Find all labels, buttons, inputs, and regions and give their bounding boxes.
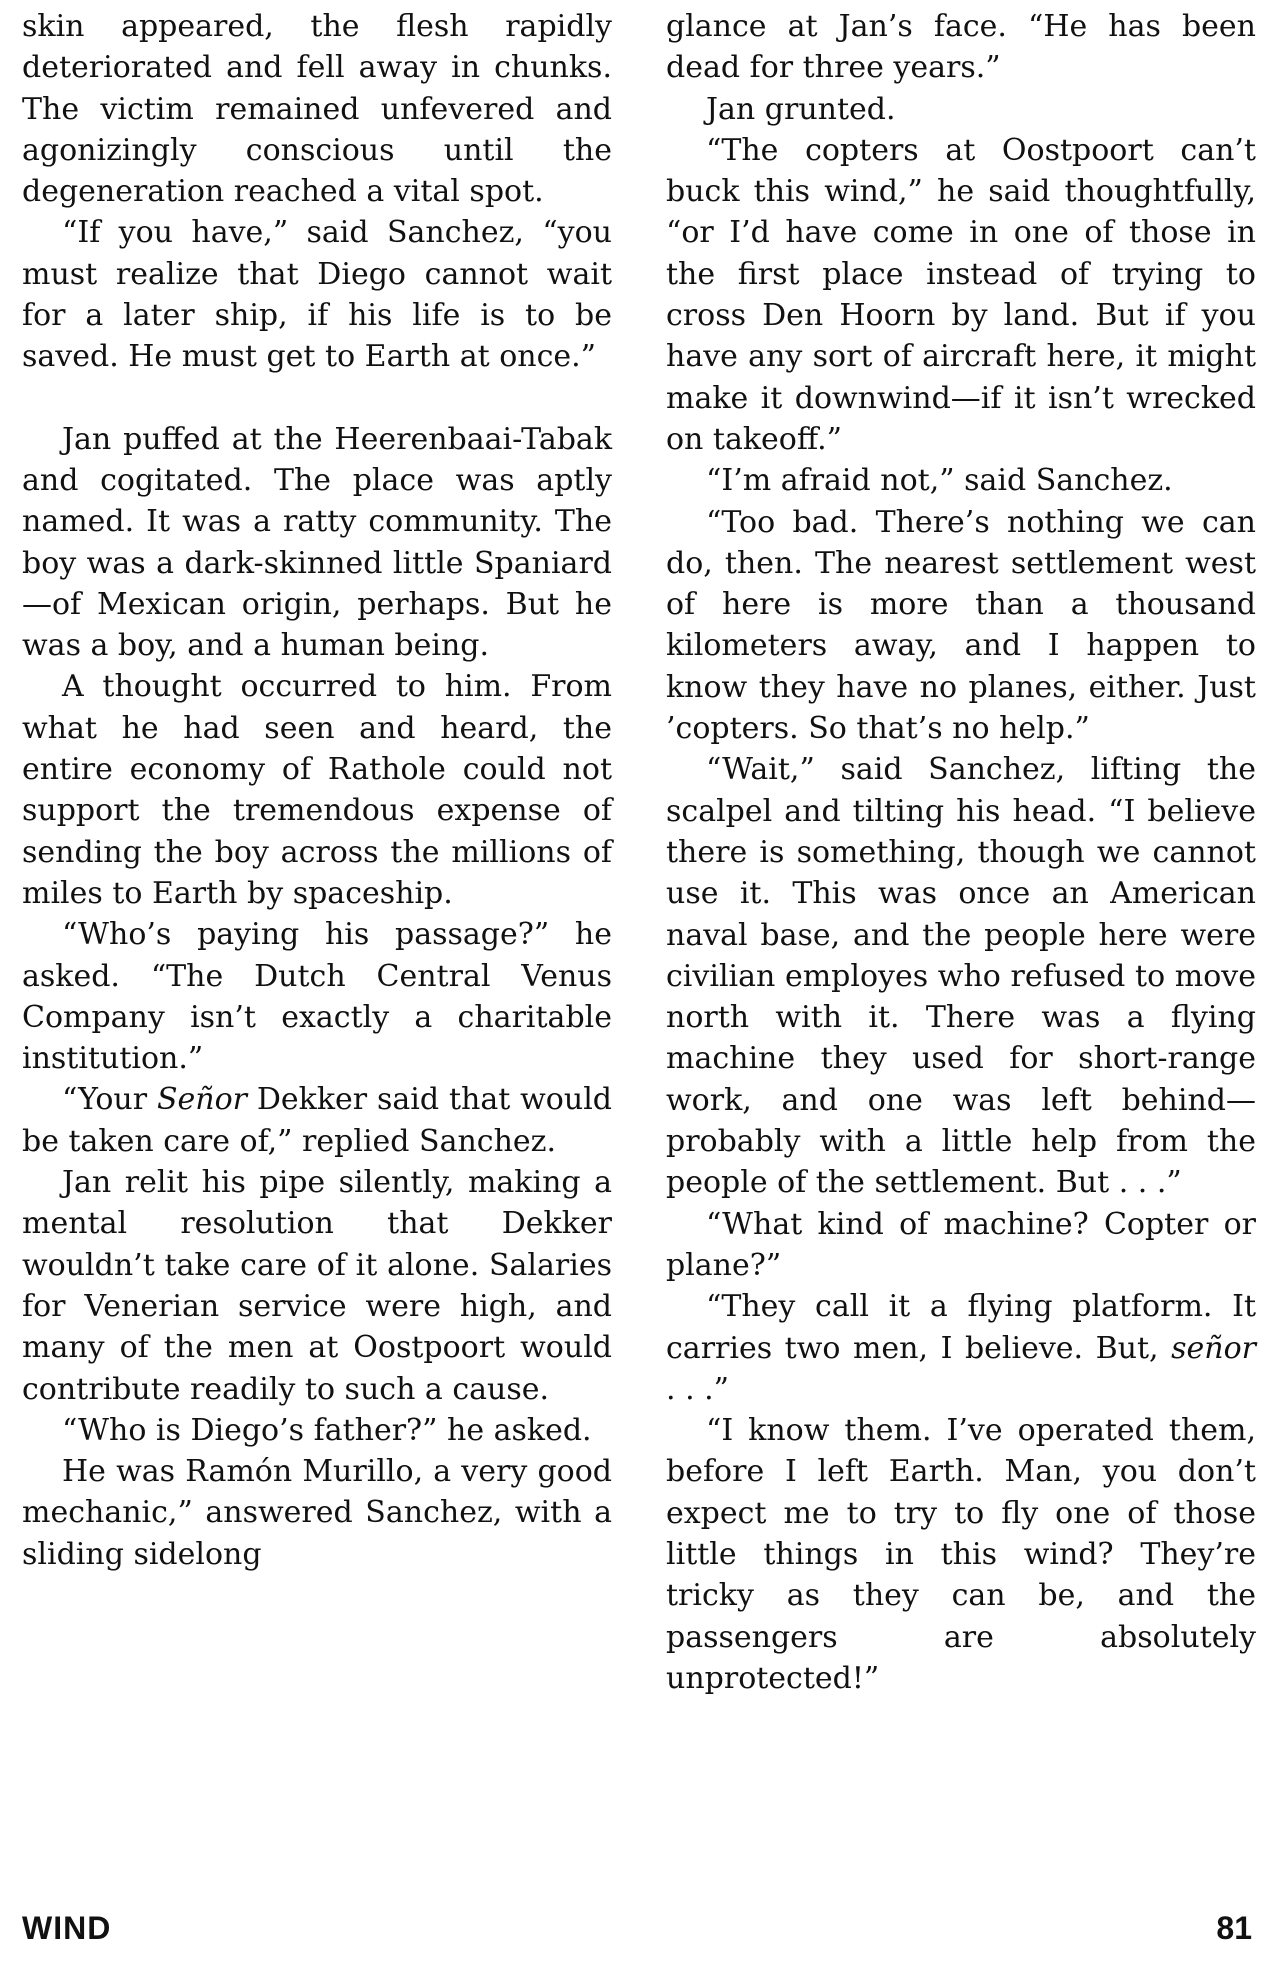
paragraph: Jan relit his pipe silently, making a mental resolution that Dekker wouldn’t take care of it alone. Salaries for Venerian service were high, and many of the men at Oostpoort would contribute readily to such a cause. [22, 1165, 612, 1407]
paragraph: “If you have,” said Sanchez, “you must realize that Diego cannot wait for a later ship, if his life is to be saved. He must get to Earth at once.” [22, 215, 612, 375]
paragraph: skin appeared, the flesh rapidly deteriorated and fell away in chunks. The victim remained unfevered and agonizingly conscious until the degeneration reached a vital spot. [22, 9, 612, 210]
paragraph-text: “They call it a flying platform. It carries two men, I believe. But, [666, 1289, 1256, 1366]
paragraph: “What kind of machine? Copter or plane?” [666, 1206, 1256, 1283]
paragraph: A thought occurred to him. From what he had seen and heard, the entire economy of Rathole could not support the tremendous expense of sending the boy across the millions of miles to Earth by spaceship. [22, 669, 612, 911]
paragraph: “Wait,” said Sanchez, lifting the scalpel and tilting his head. “I believe there is something, though we cannot use it. This was once an American naval base, and the people here were civilian employes who refused to move north with it. There was a flying machine they used for short-range work, and one was left behind—probably with a little help from the people of the settlement. But . . .” [666, 752, 1256, 1201]
paragraph: “Who’s paying his passage?” he asked. “The Dutch Central Venus Company isn’t exactly a charitable institution.” [22, 917, 612, 1077]
italic-word: Señor [156, 1082, 247, 1118]
page-footer [22, 1910, 1252, 1954]
paragraph-text: . . .” [666, 1371, 730, 1407]
running-title: WIND [22, 1910, 112, 1946]
paragraph: “Who is Diego’s father?” he asked. [62, 1412, 592, 1448]
paragraph [22, 1079, 612, 1162]
paragraph: He was Ramón Murillo, a very good mechanic,” answered Sanchez, with a sliding sidelong [22, 1454, 612, 1572]
page-number: 81 [1216, 1910, 1252, 1946]
paragraph: “I’m afraid not,” said Sanchez. [706, 463, 1173, 499]
paragraph: “Too bad. There’s nothing we can do, then. The nearest settlement west of here is more than a thousand kilometers away, and I happen to know they have no planes, either. Just ’copters. So that’s no help.” [666, 504, 1256, 747]
paragraph: glance at Jan’s face. “He has been dead for three years.” [666, 9, 1256, 86]
paragraph-text: “Your [62, 1082, 157, 1118]
paragraph [666, 1286, 1256, 1410]
paragraph: Jan grunted. [706, 91, 896, 127]
right-text-column [666, 6, 1256, 1699]
paragraph: “The copters at Oostpoort can’t buck this wind,” he said thoughtfully, “or I’d have come in one of those in the first place instead of trying to cross Den Hoorn by land. But if you have any sort of aircraft here, it might make it downwind—if it isn’t wrecked on takeoff.” [666, 132, 1256, 457]
left-text-column [22, 6, 612, 1575]
paragraph: Jan puffed at the Heerenbaai-Tabak and cogitated. The place was aptly named. It was a ratty community. The boy was a dark-skinned little Spaniard—of Mexican origin, perhaps. But he was a boy, and a human being. [22, 421, 612, 664]
paragraph: “I know them. I’ve operated them, before I left Earth. Man, you don’t expect me to try to fly one of those little things in this wind? They’re tricky as they can be, and the passengers are absolutely unprotected!” [666, 1413, 1256, 1696]
paragraph-text: Dekker said that would be taken care of,” replied Sanchez. [22, 1082, 612, 1159]
italic-word: señor [1171, 1330, 1256, 1366]
